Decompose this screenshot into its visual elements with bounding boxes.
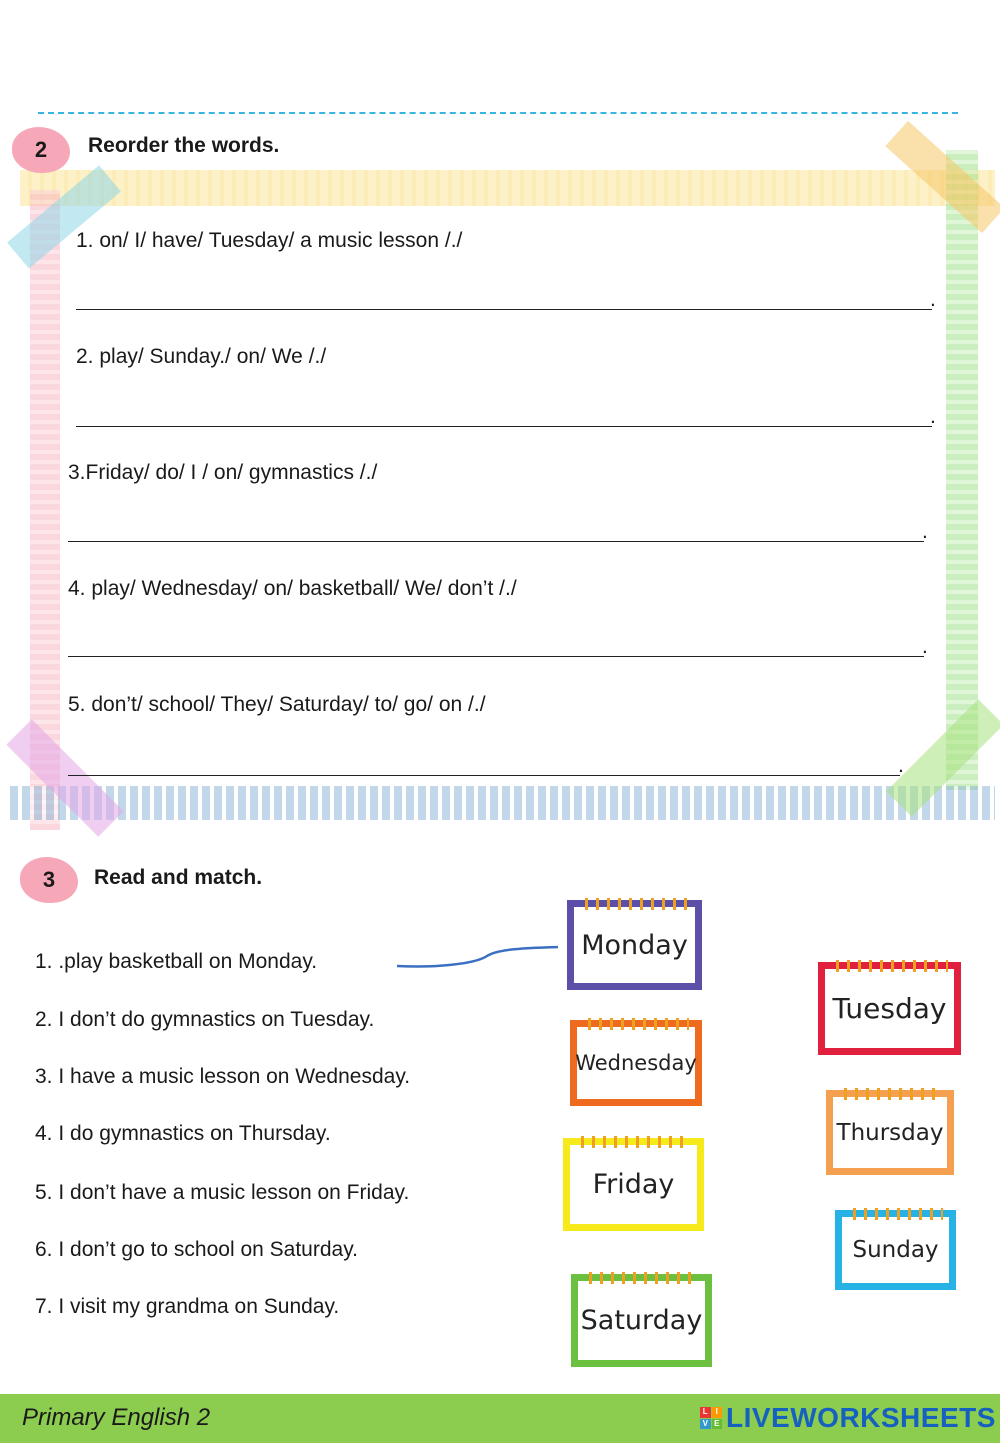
liveworksheets-logo-text: LIVEWORKSHEETS xyxy=(726,1402,996,1433)
logo-letter-v: V xyxy=(700,1419,711,1430)
answer-field-5-period: . xyxy=(898,754,904,777)
footer-title: Primary English 2 xyxy=(22,1404,211,1431)
tape-bottom xyxy=(10,786,995,820)
logo-letter-e: E xyxy=(712,1419,723,1430)
footer-bar xyxy=(0,1394,1000,1443)
section-2-number: 2 xyxy=(34,137,48,162)
connector-path xyxy=(397,947,558,967)
card-rings xyxy=(576,1136,691,1148)
day-label-thursday: Thursday xyxy=(836,1119,944,1146)
answer-field-5[interactable] xyxy=(68,775,900,776)
answer-field-3[interactable] xyxy=(68,541,924,542)
card-rings xyxy=(839,1088,941,1100)
reorder-item-1: 1. on/ I/ have/ Tuesday/ a music lesson /./ xyxy=(76,229,463,252)
day-card-friday[interactable] xyxy=(563,1138,704,1231)
day-label-tuesday: Tuesday xyxy=(832,992,947,1025)
answer-field-4-period: . xyxy=(922,635,928,658)
section-2-badge xyxy=(12,127,70,173)
day-label-monday: Monday xyxy=(581,929,688,961)
day-card-tuesday[interactable] xyxy=(818,962,961,1055)
section-3-number: 3 xyxy=(42,867,56,892)
match-sentence-6[interactable]: 6. I don’t go to school on Saturday. xyxy=(35,1238,358,1261)
reorder-item-5: 5. don’t/ school/ They/ Saturday/ to/ go/ on /./ xyxy=(68,693,486,716)
section-3-badge xyxy=(20,857,78,903)
reorder-item-4: 4. play/ Wednesday/ on/ basketball/ We/ don’t /./ xyxy=(68,577,517,600)
day-label-saturday: Saturday xyxy=(580,1305,703,1336)
answer-field-1[interactable] xyxy=(76,309,932,310)
match-connector-line xyxy=(395,938,565,978)
tape-right xyxy=(946,150,978,790)
answer-field-2-period: . xyxy=(930,405,936,428)
day-card-wednesday[interactable] xyxy=(570,1020,702,1106)
logo-letter-i: I xyxy=(712,1407,723,1418)
dashed-separator xyxy=(38,112,958,114)
tape-top xyxy=(20,170,995,206)
logo-letter-l: L xyxy=(700,1407,711,1418)
day-label-wednesday: Wednesday xyxy=(575,1051,697,1075)
day-card-monday[interactable] xyxy=(567,900,702,990)
reorder-item-2: 2. play/ Sunday./ on/ We /./ xyxy=(76,345,327,368)
answer-field-1-period: . xyxy=(930,288,936,311)
card-rings xyxy=(580,898,689,910)
card-rings xyxy=(583,1018,689,1030)
day-card-thursday[interactable] xyxy=(826,1090,954,1175)
day-label-sunday: Sunday xyxy=(852,1237,939,1263)
reorder-item-3: 3.Friday/ do/ I / on/ gymnastics /./ xyxy=(68,461,378,484)
match-sentence-2[interactable]: 2. I don’t do gymnastics on Tuesday. xyxy=(35,1008,375,1031)
section-3-title: Read and match. xyxy=(94,866,263,889)
day-card-saturday[interactable] xyxy=(571,1274,712,1367)
day-card-sunday[interactable] xyxy=(835,1210,956,1290)
card-rings xyxy=(848,1208,943,1220)
day-label-friday: Friday xyxy=(592,1169,675,1200)
answer-field-2[interactable] xyxy=(76,426,932,427)
answer-field-4[interactable] xyxy=(68,656,924,657)
answer-field-3-period: . xyxy=(922,520,928,543)
card-rings xyxy=(831,960,948,972)
liveworksheets-logo[interactable] xyxy=(700,1402,996,1434)
section-2-title: Reorder the words. xyxy=(88,134,280,157)
match-sentence-7[interactable]: 7. I visit my grandma on Sunday. xyxy=(35,1295,340,1318)
card-rings xyxy=(584,1272,699,1284)
match-sentence-4[interactable]: 4. I do gymnastics on Thursday. xyxy=(35,1122,331,1145)
liveworksheets-logo-icon xyxy=(700,1407,722,1429)
match-sentence-1[interactable]: 1. .play basketball on Monday. xyxy=(35,950,318,973)
match-sentence-5[interactable]: 5. I don’t have a music lesson on Friday. xyxy=(35,1181,410,1204)
match-sentence-3[interactable]: 3. I have a music lesson on Wednesday. xyxy=(35,1065,411,1088)
